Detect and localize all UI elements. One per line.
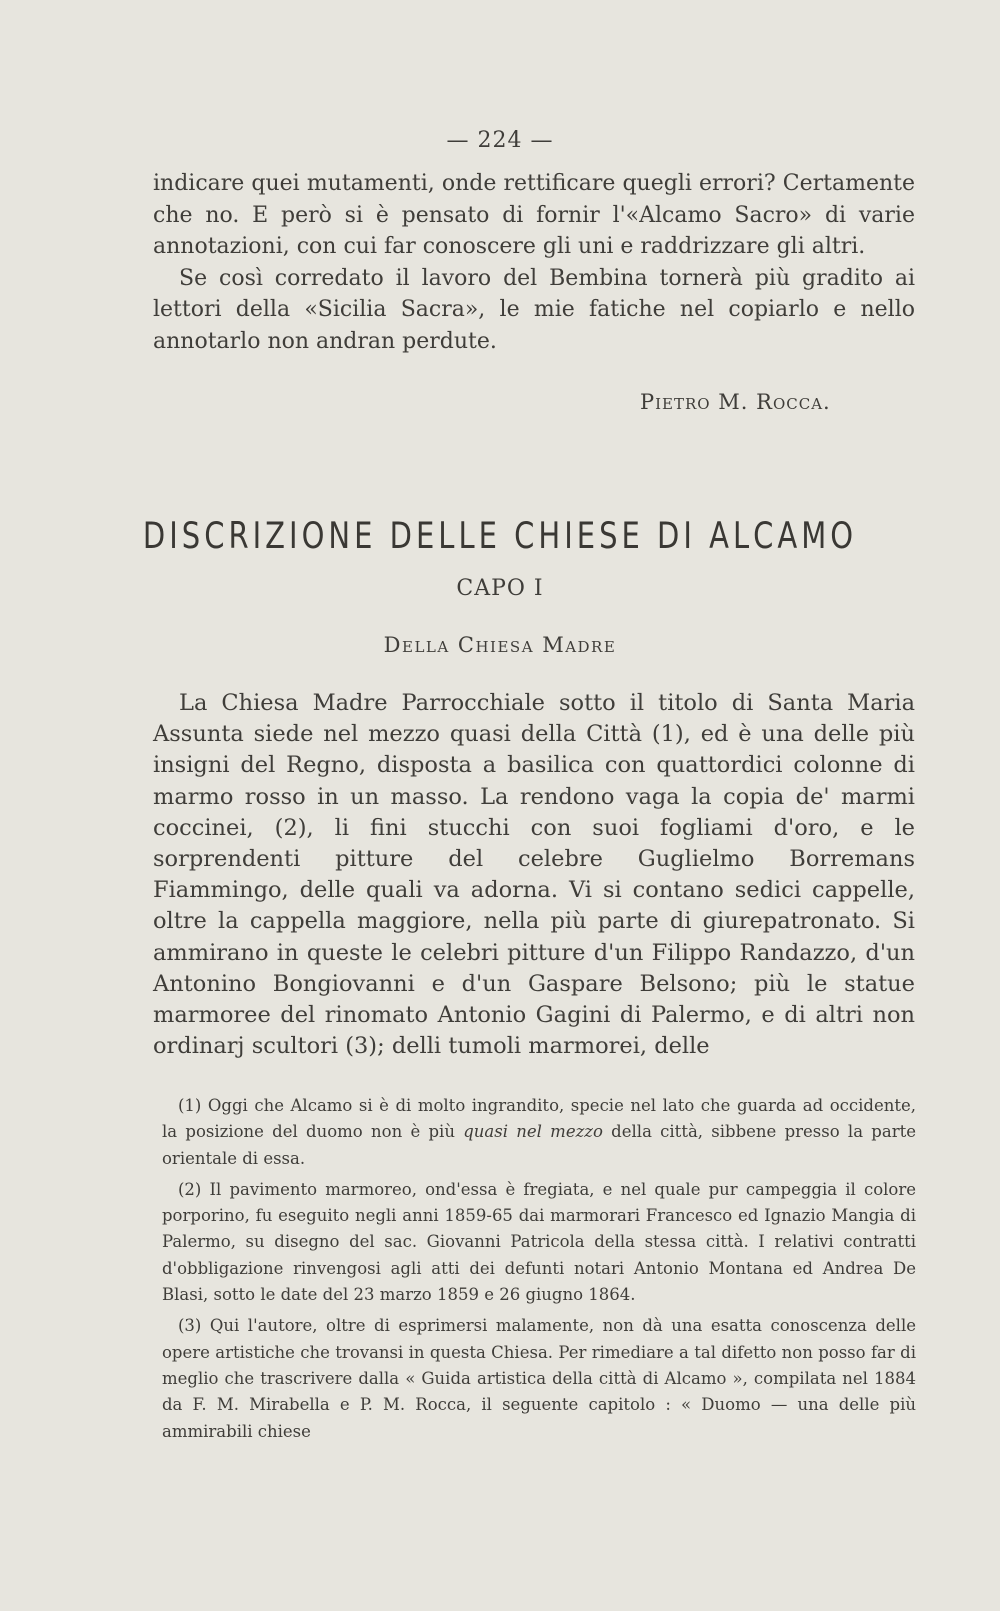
- footnotes: [162, 1093, 916, 1450]
- section-title: DISCRIZIONE DELLE CHIESE DI ALCAMO: [142, 514, 858, 557]
- footnote-1-text-b: della città, sibbene presso la parte orientale di essa.: [162, 1122, 916, 1168]
- intro-paragraph-1: indicare quei mutamenti, onde rettificare quegli errori? Certamente che no. E però si è pensato di fornir l'«Alcamo Sacro» di varie annotazioni, con cui far conoscere gli uni e raddrizzare gli altri.: [153, 171, 915, 259]
- section-heading: Della Chiesa Madre: [383, 633, 617, 657]
- main-text: [153, 688, 915, 1062]
- signature: Pietro M. Rocca.: [640, 390, 831, 414]
- chapter-heading: CAPO I: [456, 576, 544, 601]
- intro-paragraph-2: Se così corredato il lavoro del Bembina tornerà più gradito ai lettori della «Sicilia Sacra», le mie fatiche nel copiarlo e nello annotarlo non andran perdute.: [153, 265, 915, 354]
- footnote-2: (2) Il pavimento marmoreo, ond'essa è fregiata, e nel quale pur campeggia il colore porporino, fu eseguito negli anni 1859-65 dai marmorari Francesco ed Ignazio Mangia di Palermo, su disegno del sac. Giovanni Patricola della stessa città. I relativi contratti d'obbligazione rinvengosi agli atti dei defunti notari Antonio Montana ed Andrea De Blasi, sotto le date del 23 marzo 1859 e 26 giugno 1864.: [162, 1179, 916, 1305]
- body-paragraph: La Chiesa Madre Parrocchiale sotto il titolo di Santa Maria Assunta siede nel mezzo quasi della Città (1), ed è una delle più insigni del Regno, disposta a basilica con quattordici colonne di marmo rosso in un masso. La rendono vaga la copia de' marmi coccinei, (2), li fini stucchi con suoi fogliami d'oro, e le sorprendenti pitture del celebre Guglielmo Borremans Fiammingo, delle quali va adorna. Vi si contano sedici cappelle, oltre la cappella maggiore, nella più parte di giurepatronato. Si ammirano in queste le celebri pitture d'un Filippo Randazzo, d'un Antonino Bongiovanni e d'un Gaspare Belsono; più le statue marmoree del rinomato Antonio Gagini di Palermo, e di altri non ordinarj scultori (3); delli tumoli marmorei, delle: [153, 690, 915, 1060]
- footnote-1-emphasis: quasi nel mezzo: [463, 1122, 603, 1142]
- page-number: — 224 —: [446, 128, 554, 153]
- footnote-1: [162, 1093, 916, 1172]
- footnote-3: (3) Qui l'autore, oltre di esprimersi malamente, non dà una esatta conoscenza delle opere artistiche che trovansi in questa Chiesa. Per rimediare a tal difetto non posso far di meglio che trascrivere dalla « Guida artistica della città di Alcamo », compilata nel 1884 da F. M. Mirabella e P. M. Rocca, il seguente capitolo : « Duomo — una delle più ammirabili chiese: [162, 1316, 916, 1441]
- intro-text: [153, 168, 915, 357]
- footnote-1-text-a: (1) Oggi che Alcamo si è di molto ingrandito, specie nel lato che guarda ad occidente, la posizione del duomo non è più: [162, 1096, 916, 1142]
